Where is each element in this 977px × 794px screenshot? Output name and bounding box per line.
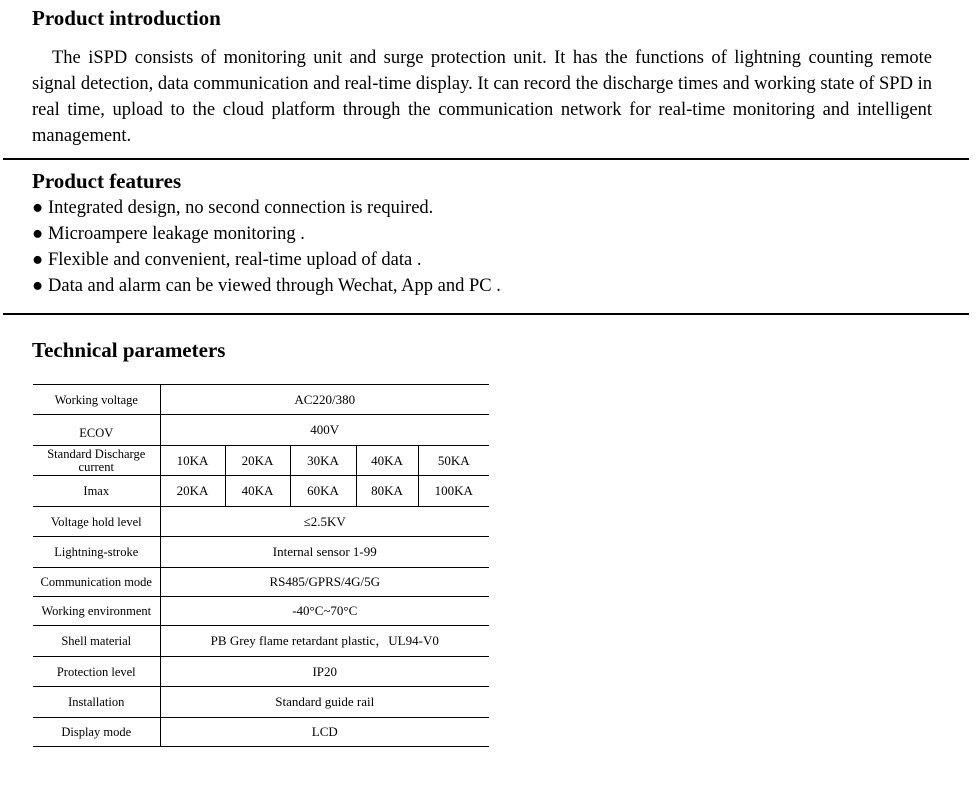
- param-value: Internal sensor 1-99: [160, 537, 489, 568]
- param-value: 20KA: [225, 446, 290, 476]
- param-value: -40°C~70°C: [160, 597, 489, 626]
- list-item: ● Flexible and convenient, real-time upload of data .: [32, 247, 501, 273]
- param-label: Shell material: [33, 626, 160, 657]
- table-row: [33, 718, 489, 747]
- param-label: Working environment: [33, 597, 160, 626]
- param-value: AC220/380: [160, 385, 489, 415]
- param-value: ≤2.5KV: [160, 507, 489, 537]
- param-value: 80KA: [356, 476, 418, 507]
- table-row: [33, 415, 489, 446]
- bullet-icon: ●: [32, 198, 44, 218]
- features-heading: Product features: [32, 169, 182, 193]
- bullet-icon: ●: [32, 276, 44, 296]
- param-value: 40KA: [225, 476, 290, 507]
- param-value: 30KA: [290, 446, 356, 476]
- param-label: Imax: [33, 476, 160, 507]
- bullet-icon: ●: [32, 224, 44, 244]
- table-row: [33, 657, 489, 687]
- table-row: [33, 568, 489, 597]
- intro-heading: Product introduction: [32, 6, 221, 30]
- table-row: [33, 446, 489, 476]
- param-label: Lightning-stroke: [33, 537, 160, 568]
- param-label: Voltage hold level: [33, 507, 160, 537]
- param-value: 400V: [160, 415, 489, 446]
- section-divider: [3, 158, 969, 160]
- technical-parameters-table: [33, 384, 489, 747]
- param-value: 100KA: [418, 476, 489, 507]
- section-divider: [3, 313, 969, 315]
- features-list: [32, 195, 501, 299]
- param-value: 20KA: [160, 476, 225, 507]
- param-label: Display mode: [33, 718, 160, 747]
- table-row: [33, 507, 489, 537]
- param-value: 50KA: [418, 446, 489, 476]
- intro-paragraph: The iSPD consists of monitoring unit and surge protection unit. It has the functions of lightning counting remote signal detection, data communication and real-time display. It can record the discharge times and working state of SPD in real time, upload to the cloud platform through the communication network for real-time monitoring and intelligent management.: [32, 48, 932, 146]
- table-row: [33, 476, 489, 507]
- params-heading: Technical parameters: [32, 338, 226, 362]
- param-value: PB Grey flame retardant plastic，UL94-V0: [160, 626, 489, 657]
- param-label: Installation: [33, 687, 160, 718]
- table-row: [33, 385, 489, 415]
- param-label: ECOV: [33, 415, 160, 446]
- param-label: Standard Discharge current: [33, 446, 160, 476]
- table-row: [33, 626, 489, 657]
- param-value: RS485/GPRS/4G/5G: [160, 568, 489, 597]
- param-label: Working voltage: [33, 385, 160, 415]
- table-row: [33, 537, 489, 568]
- param-value: LCD: [160, 718, 489, 747]
- table-row: [33, 687, 489, 718]
- list-item: ● Microampere leakage monitoring .: [32, 221, 501, 247]
- param-value: 40KA: [356, 446, 418, 476]
- param-value: Standard guide rail: [160, 687, 489, 718]
- param-value: 60KA: [290, 476, 356, 507]
- param-label: Protection level: [33, 657, 160, 687]
- param-value: IP20: [160, 657, 489, 687]
- bullet-icon: ●: [32, 250, 44, 270]
- param-value: 10KA: [160, 446, 225, 476]
- list-item: ● Data and alarm can be viewed through Wechat, App and PC .: [32, 273, 501, 299]
- table-row: [33, 597, 489, 626]
- param-label: Communication mode: [33, 568, 160, 597]
- list-item: ● Integrated design, no second connection is required.: [32, 195, 501, 221]
